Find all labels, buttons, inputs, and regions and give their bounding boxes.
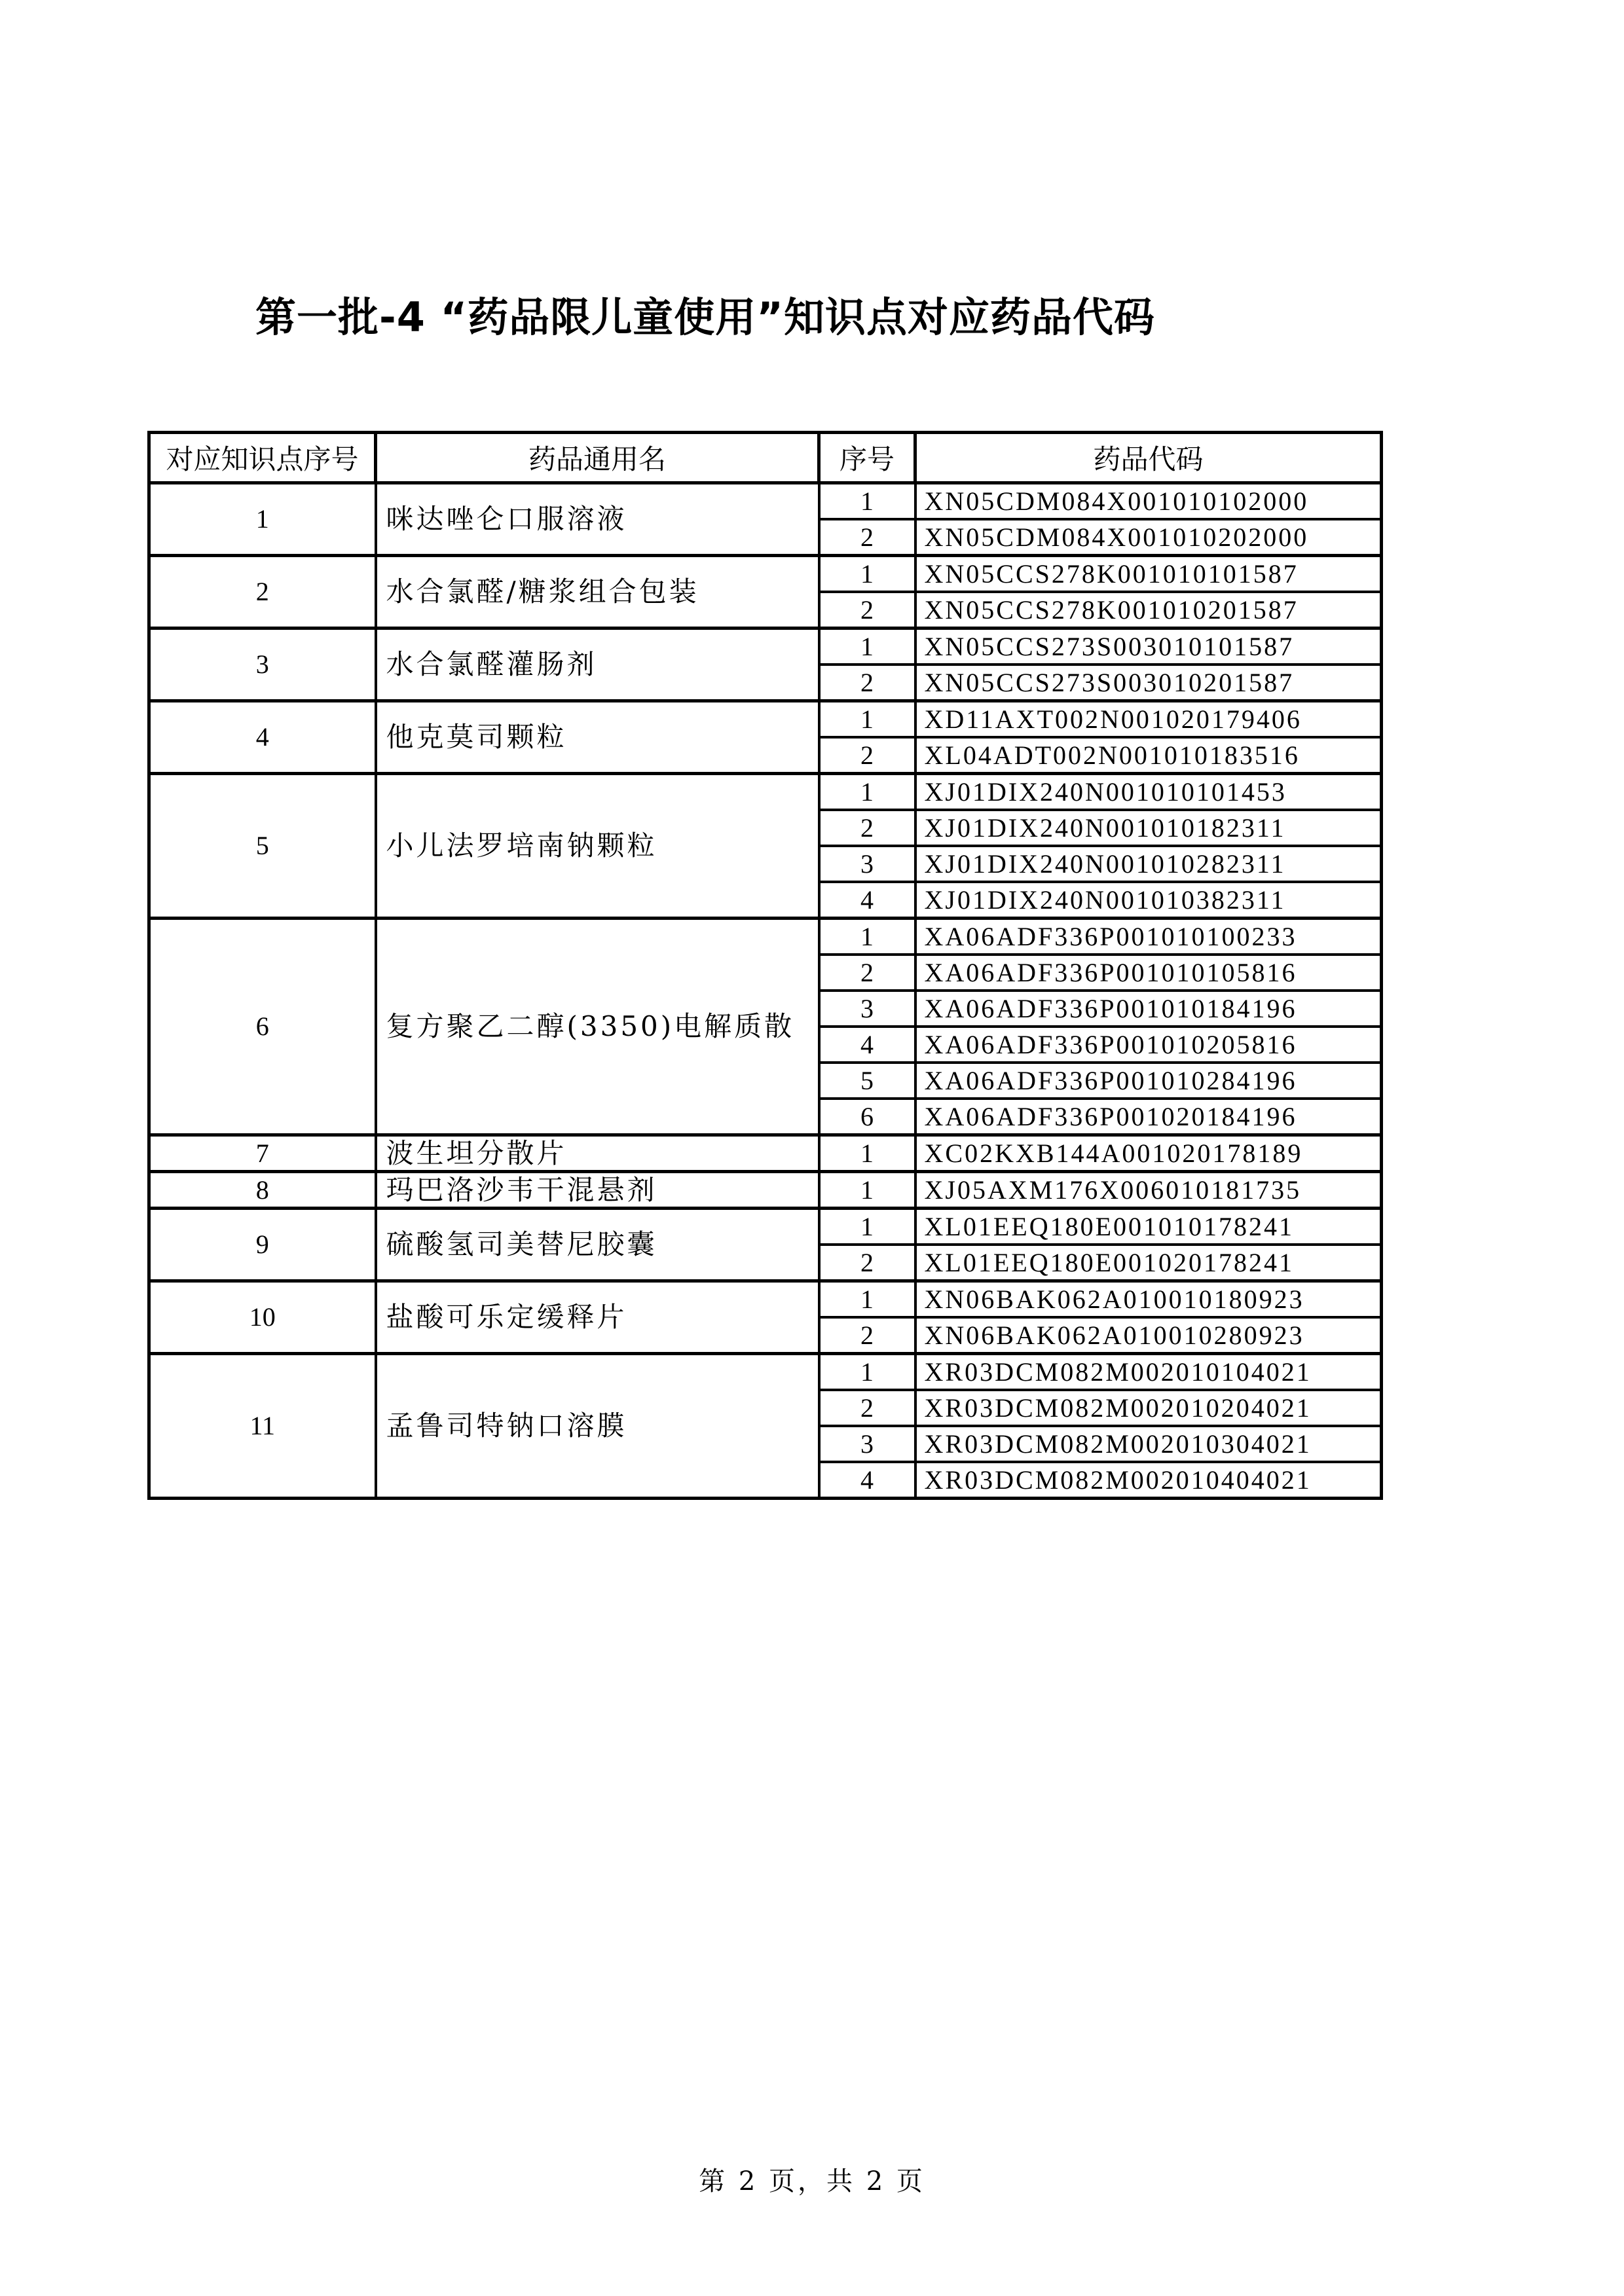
- table-row: [149, 1281, 1382, 1318]
- table-row: [149, 483, 1382, 520]
- drug-generic-name: 水合氯醛/糖浆组合包装: [376, 556, 819, 629]
- seq-no: 3: [819, 1426, 915, 1462]
- drug-code: XJ01DIX240N001010282311: [915, 846, 1382, 882]
- seq-no: 2: [819, 737, 915, 774]
- seq-no: 4: [819, 1462, 915, 1499]
- seq-no: 1: [819, 1209, 915, 1245]
- seq-no: 2: [819, 1245, 915, 1281]
- drug-code: XN06BAK062A010010180923: [915, 1281, 1382, 1318]
- seq-no: 1: [819, 701, 915, 738]
- drug-code: XC02KXB144A001020178189: [915, 1135, 1382, 1172]
- knowledge-point-no: 11: [149, 1354, 376, 1499]
- drug-code: XL04ADT002N001010183516: [915, 737, 1382, 774]
- table-row: [149, 629, 1382, 665]
- drug-generic-name: 硫酸氢司美替尼胶囊: [376, 1209, 819, 1281]
- drug-code: XA06ADF336P001020184196: [915, 1099, 1382, 1135]
- table-row: [149, 701, 1382, 738]
- drug-generic-name: 玛巴洛沙韦干混悬剂: [376, 1172, 819, 1209]
- seq-no: 1: [819, 556, 915, 592]
- knowledge-point-no: 6: [149, 919, 376, 1135]
- seq-no: 1: [819, 629, 915, 665]
- column-header-knowledge-point-no: 对应知识点序号: [149, 433, 376, 483]
- drug-code: XN05CDM084X001010102000: [915, 483, 1382, 520]
- drug-code: XJ01DIX240N001010101453: [915, 774, 1382, 811]
- column-header-drug-code: 药品代码: [915, 433, 1382, 483]
- drug-code: XD11AXT002N001020179406: [915, 701, 1382, 738]
- knowledge-point-no: 1: [149, 483, 376, 556]
- seq-no: 2: [819, 810, 915, 846]
- drug-code: XJ01DIX240N001010182311: [915, 810, 1382, 846]
- seq-no: 3: [819, 846, 915, 882]
- drug-code: XR03DCM082M002010404021: [915, 1462, 1382, 1499]
- seq-no: 5: [819, 1063, 915, 1099]
- drug-code: XA06ADF336P001010205816: [915, 1027, 1382, 1063]
- seq-no: 1: [819, 919, 915, 955]
- seq-no: 1: [819, 483, 915, 520]
- drug-code: XN05CCS273S003010101587: [915, 629, 1382, 665]
- seq-no: 4: [819, 1027, 915, 1063]
- knowledge-point-no: 2: [149, 556, 376, 629]
- knowledge-point-no: 9: [149, 1209, 376, 1281]
- drug-code: XA06ADF336P001010284196: [915, 1063, 1382, 1099]
- table-row: [149, 919, 1382, 955]
- drug-generic-name: 水合氯醛灌肠剂: [376, 629, 819, 701]
- knowledge-point-no: 8: [149, 1172, 376, 1209]
- seq-no: 3: [819, 991, 915, 1027]
- table-row: [149, 1135, 1382, 1172]
- seq-no: 1: [819, 1135, 915, 1172]
- drug-generic-name: 他克莫司颗粒: [376, 701, 819, 774]
- drug-code: XN05CCS278K001010201587: [915, 592, 1382, 629]
- table-header: [149, 433, 1382, 483]
- drug-code: XA06ADF336P001010105816: [915, 955, 1382, 991]
- drug-code: XJ01DIX240N001010382311: [915, 882, 1382, 919]
- drug-code: XR03DCM082M002010204021: [915, 1390, 1382, 1426]
- seq-no: 1: [819, 1172, 915, 1209]
- table-row: [149, 774, 1382, 811]
- seq-no: 2: [819, 519, 915, 556]
- drug-code: XR03DCM082M002010104021: [915, 1354, 1382, 1391]
- seq-no: 4: [819, 882, 915, 919]
- knowledge-point-no: 4: [149, 701, 376, 774]
- seq-no: 2: [819, 665, 915, 701]
- header-row: [149, 433, 1382, 483]
- column-header-seq-no: 序号: [819, 433, 915, 483]
- drug-generic-name: 孟鲁司特钠口溶膜: [376, 1354, 819, 1499]
- table-row: [149, 1209, 1382, 1245]
- seq-no: 6: [819, 1099, 915, 1135]
- drug-generic-name: 小儿法罗培南钠颗粒: [376, 774, 819, 919]
- knowledge-point-no: 3: [149, 629, 376, 701]
- seq-no: 2: [819, 1390, 915, 1426]
- drug-code: XJ05AXM176X006010181735: [915, 1172, 1382, 1209]
- knowledge-point-no: 7: [149, 1135, 376, 1172]
- drug-code: XA06ADF336P001010184196: [915, 991, 1382, 1027]
- table-row: [149, 1354, 1382, 1391]
- drug-code: XN06BAK062A010010280923: [915, 1317, 1382, 1354]
- drug-code: XN05CDM084X001010202000: [915, 519, 1382, 556]
- seq-no: 1: [819, 774, 915, 811]
- drug-code: XN05CCS278K001010101587: [915, 556, 1382, 592]
- drug-code: XL01EEQ180E001020178241: [915, 1245, 1382, 1281]
- table-row: [149, 1172, 1382, 1209]
- drug-generic-name: 复方聚乙二醇(3350)电解质散: [376, 919, 819, 1135]
- seq-no: 2: [819, 592, 915, 629]
- drug-code-table: [147, 431, 1383, 1500]
- page-number-footer: 第 2 页，共 2 页: [699, 2166, 925, 2196]
- drug-code: XR03DCM082M002010304021: [915, 1426, 1382, 1462]
- drug-code: XA06ADF336P001010100233: [915, 919, 1382, 955]
- seq-no: 1: [819, 1281, 915, 1318]
- table-row: [149, 556, 1382, 592]
- seq-no: 1: [819, 1354, 915, 1391]
- drug-generic-name: 盐酸可乐定缓释片: [376, 1281, 819, 1354]
- knowledge-point-no: 10: [149, 1281, 376, 1354]
- drug-generic-name: 波生坦分散片: [376, 1135, 819, 1172]
- knowledge-point-no: 5: [149, 774, 376, 919]
- page-title: 第一批-4 “药品限儿童使用”知识点对应药品代码: [255, 293, 1155, 341]
- column-header-generic-name: 药品通用名: [376, 433, 819, 483]
- seq-no: 2: [819, 955, 915, 991]
- drug-code: XL01EEQ180E001010178241: [915, 1209, 1382, 1245]
- seq-no: 2: [819, 1317, 915, 1354]
- drug-generic-name: 咪达唑仑口服溶液: [376, 483, 819, 556]
- drug-code: XN05CCS273S003010201587: [915, 665, 1382, 701]
- table-body: [149, 483, 1382, 1499]
